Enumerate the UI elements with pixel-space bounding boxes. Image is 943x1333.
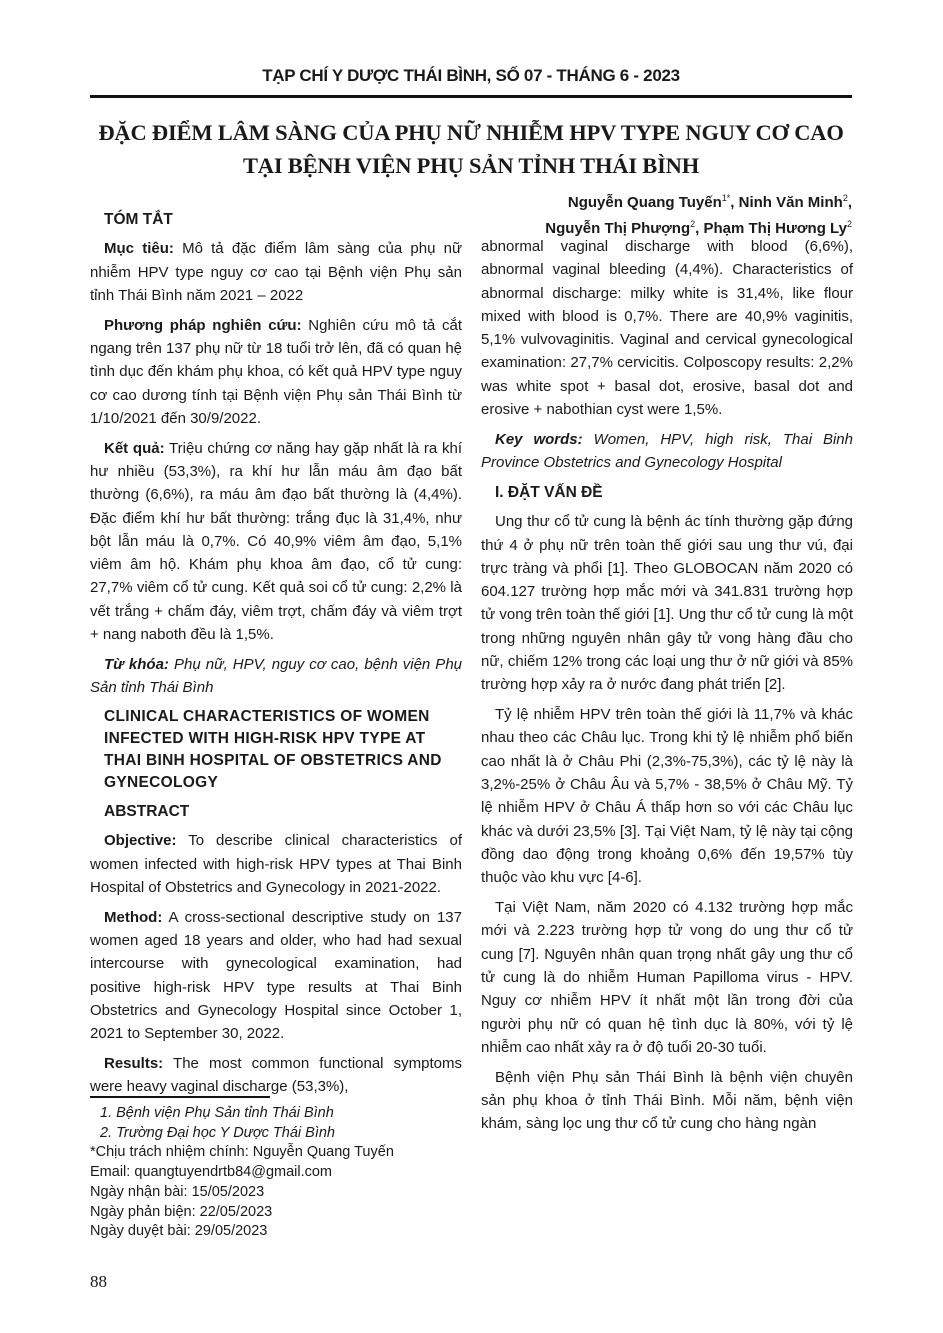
authors-line-1: Nguyễn Quang Tuyến$^{1*}$, Ninh Văn Minh$^2$, bbox=[567, 193, 852, 211]
title-line-1: ĐẶC ĐIỂM LÂM SÀNG CỦA PHỤ NỮ NHIỄM HPV TYPE NGUY CƠ CAO bbox=[98, 120, 844, 145]
running-header: TẠP CHÍ Y DƯỢC THÁI BÌNH, SỐ 07 - THÁNG 6 - 2023 bbox=[262, 66, 680, 85]
left-column bbox=[90, 208, 462, 1105]
author-name: Ninh Văn Minh bbox=[738, 194, 843, 211]
section-heading-introduction: I. ĐẶT VẤN ĐỀ bbox=[495, 483, 603, 501]
english-title: CLINICAL CHARACTERISTICS OF WOMEN INFECTED WITH HIGH-RISK HPV TYPE AT THAI BINH HOSPITAL OF OBSTETRICS AND GYNECOLOGY bbox=[104, 707, 442, 791]
results-en-continued: abnormal vaginal discharge with blood (6,6%), abnormal vaginal bleeding (4,4%). Characteristics of abnormal discharge: milky white is 31,4%, like flour mixed with blood is 0,7%. There are 40,9% vaginitis, 5,1% vulvovaginitis. Vaginal and cervical gynecological examination: 27,7% cervicitis. Colposcopy results: 2,2% was white spot + basal dot, erosive, basal dot and erosive + nabothian cyst were 1,5%. bbox=[481, 238, 853, 419]
corresponding-author: *Chịu trách nhiệm chính: Nguyễn Quang Tuyến bbox=[90, 1144, 394, 1161]
footnotes bbox=[90, 1104, 394, 1242]
affiliation-2: 2. Trường Đại học Y Dược Thái Bình bbox=[100, 1124, 335, 1141]
body-paragraph: Ung thư cổ tử cung là bệnh ác tính thường gặp đứng thứ 4 ở phụ nữ trên toàn thế giới sau ung thư vú, đại trực tràng và phổi [1]. Theo GLOBOCAN năm 2020 có 604.127 trường hợp mắc mới và 341.831 trường hợp tử vong trên toàn thế giới [1]. Ung thư cổ tử cung là một trong những nguyên nhân gây tử vong hàng đầu cho nữ, chiếm 12% trong các loại ung thư ở nữ giới và 85% trường hợp xảy ra ở nước đang phát triển [2]. bbox=[481, 513, 853, 694]
method-en: Method: A cross-sectional descriptive study on 137 women aged 18 years and older, who had had sexual intercourse with gynecological examination, had positive high-risk HPV type results at Thai Binh Obstetrics and Gynecology Hospital since October 1, 2021 to September 30, 2022. bbox=[90, 908, 462, 1043]
date-accepted: Ngày duyệt bài: 29/05/2023 bbox=[90, 1223, 268, 1240]
abstract-heading: ABSTRACT bbox=[104, 802, 190, 820]
authors-line-2: Nguyễn Thị Phượng$^2$, Phạm Thị Hương Ly$^2$ bbox=[545, 218, 852, 237]
results-en: Results: The most common functional symptoms were heavy vaginal discharge (53,3%), bbox=[90, 1054, 462, 1096]
author-name: Nguyễn Quang Tuyến bbox=[567, 194, 722, 211]
footnote-rule bbox=[90, 1096, 270, 1098]
page-number: 88 bbox=[90, 1272, 107, 1291]
keywords-vi: Từ khóa: Phụ nữ, HPV, nguy cơ cao, bệnh viện Phụ Sản tỉnh Thái Bình bbox=[90, 655, 463, 697]
keywords-en: Key words: Women, HPV, high risk, Thai Binh Province Obstetrics and Gynecology Hospital bbox=[481, 430, 853, 472]
right-column bbox=[481, 235, 853, 1142]
date-reviewed: Ngày phản biện: 22/05/2023 bbox=[90, 1203, 273, 1220]
method-vi: Phương pháp nghiên cứu: Nghiên cứu mô tả cắt ngang trên 137 phụ nữ từ 18 tuổi trở lên, đã có quan hệ tình dục đến khám phụ khoa, có kết quả HPV type nguy cơ cao dương tính tại Bệnh viện Phụ sản Thái Bình từ 1/10/2021 đến 30/9/2022. bbox=[90, 316, 462, 427]
summary-heading: TÓM TẮT bbox=[104, 211, 173, 228]
authors bbox=[545, 188, 852, 239]
author-name: Nguyễn Thị Phượng bbox=[545, 219, 691, 237]
affiliation-1: 1. Bệnh viện Phụ Sản tỉnh Thái Bình bbox=[100, 1105, 334, 1121]
body-paragraph: Bệnh viện Phụ sản Thái Bình là bệnh viện chuyên sản phụ khoa ở tỉnh Thái Bình. Mỗi năm, bệnh viện khám, sàng lọc ung thư cổ tử cung cho hàng ngàn bbox=[481, 1068, 853, 1133]
article-title bbox=[60, 116, 882, 182]
author-name: Phạm Thị Hương Ly bbox=[703, 219, 847, 237]
email: Email: quangtuyendrtb84@gmail.com bbox=[90, 1164, 333, 1181]
results-vi: Kết quả: Triệu chứng cơ năng hay gặp nhất là ra khí hư nhiều (53,3%), ra khí hư lẫn máu âm đạo bất thường (6,6%), ra máu âm đạo bất thường là (4,4%). Đặc điểm khí hư bất thường: trắng đục là 31,4%, như bột lẫn máu là 0,7%. Có 40,9% viêm âm đạo, 5,1% viêm âm hộ. Khám phụ khoa âm đạo, cổ tử cung: 27,7% viêm cổ tử cung. Kết quả soi cổ tử cung: 2,2% là vết trắng + chấm đáy, viêm trợt, chấm đáy và viêm trợt + nang naboth đều là 1,5%. bbox=[90, 439, 462, 644]
body-paragraph: Tỷ lệ nhiễm HPV trên toàn thế giới là 11,7% và khác nhau theo các Châu lục. Trong khi tỷ lệ nhiễm phổ biến cao nhất là ở Châu Phi (2,3%-75,3%), các tỷ lệ này là 3,2%-25% ở Châu Âu và 5,7% - 38,5% ở Châu Mỹ. Tỷ lệ nhiễm HPV ở Châu Á thấp hơn so với các Châu lục khác và dưới 23,5% [3]. Tại Việt Nam, tỷ lệ này tại cộng đồng dao động trong khoảng 0,6% đến 19,57% tùy thuộc vào khu vực [4-6]. bbox=[481, 706, 853, 887]
header-rule bbox=[90, 95, 852, 98]
body-paragraph: Tại Việt Nam, năm 2020 có 4.132 trường hợp mắc mới và 2.223 trường hợp tử vong do ung thư cổ tử cung [7]. Nguyên nhân quan trọng nhất gây ung thư cổ tử cung là do nhiễm Human Papilloma virus - HPV. Nguy cơ nhiễm HPV ít nhất một lần trong đời của người phụ nữ có quan hệ tình dục là 80%, với tỷ lệ nhiễm cao nhất xảy ra ở độ tuổi 20-30 tuổi. bbox=[481, 899, 853, 1056]
objective-en: Objective: To describe clinical characteristics of women infected with high-risk HPV types at Thai Binh Hospital of Obstetrics and Gynecology in 2021-2022. bbox=[90, 832, 462, 896]
date-received: Ngày nhận bài: 15/05/2023 bbox=[90, 1183, 265, 1200]
objective-vi: Mục tiêu: Mô tả đặc điểm lâm sàng của phụ nữ nhiễm HPV type nguy cơ cao tại Bệnh viện Phụ sản tỉnh Thái Bình năm 2021 – 2022 bbox=[90, 240, 462, 304]
title-line-2: TẠI BỆNH VIỆN PHỤ SẢN TỈNH THÁI BÌNH bbox=[242, 153, 700, 178]
